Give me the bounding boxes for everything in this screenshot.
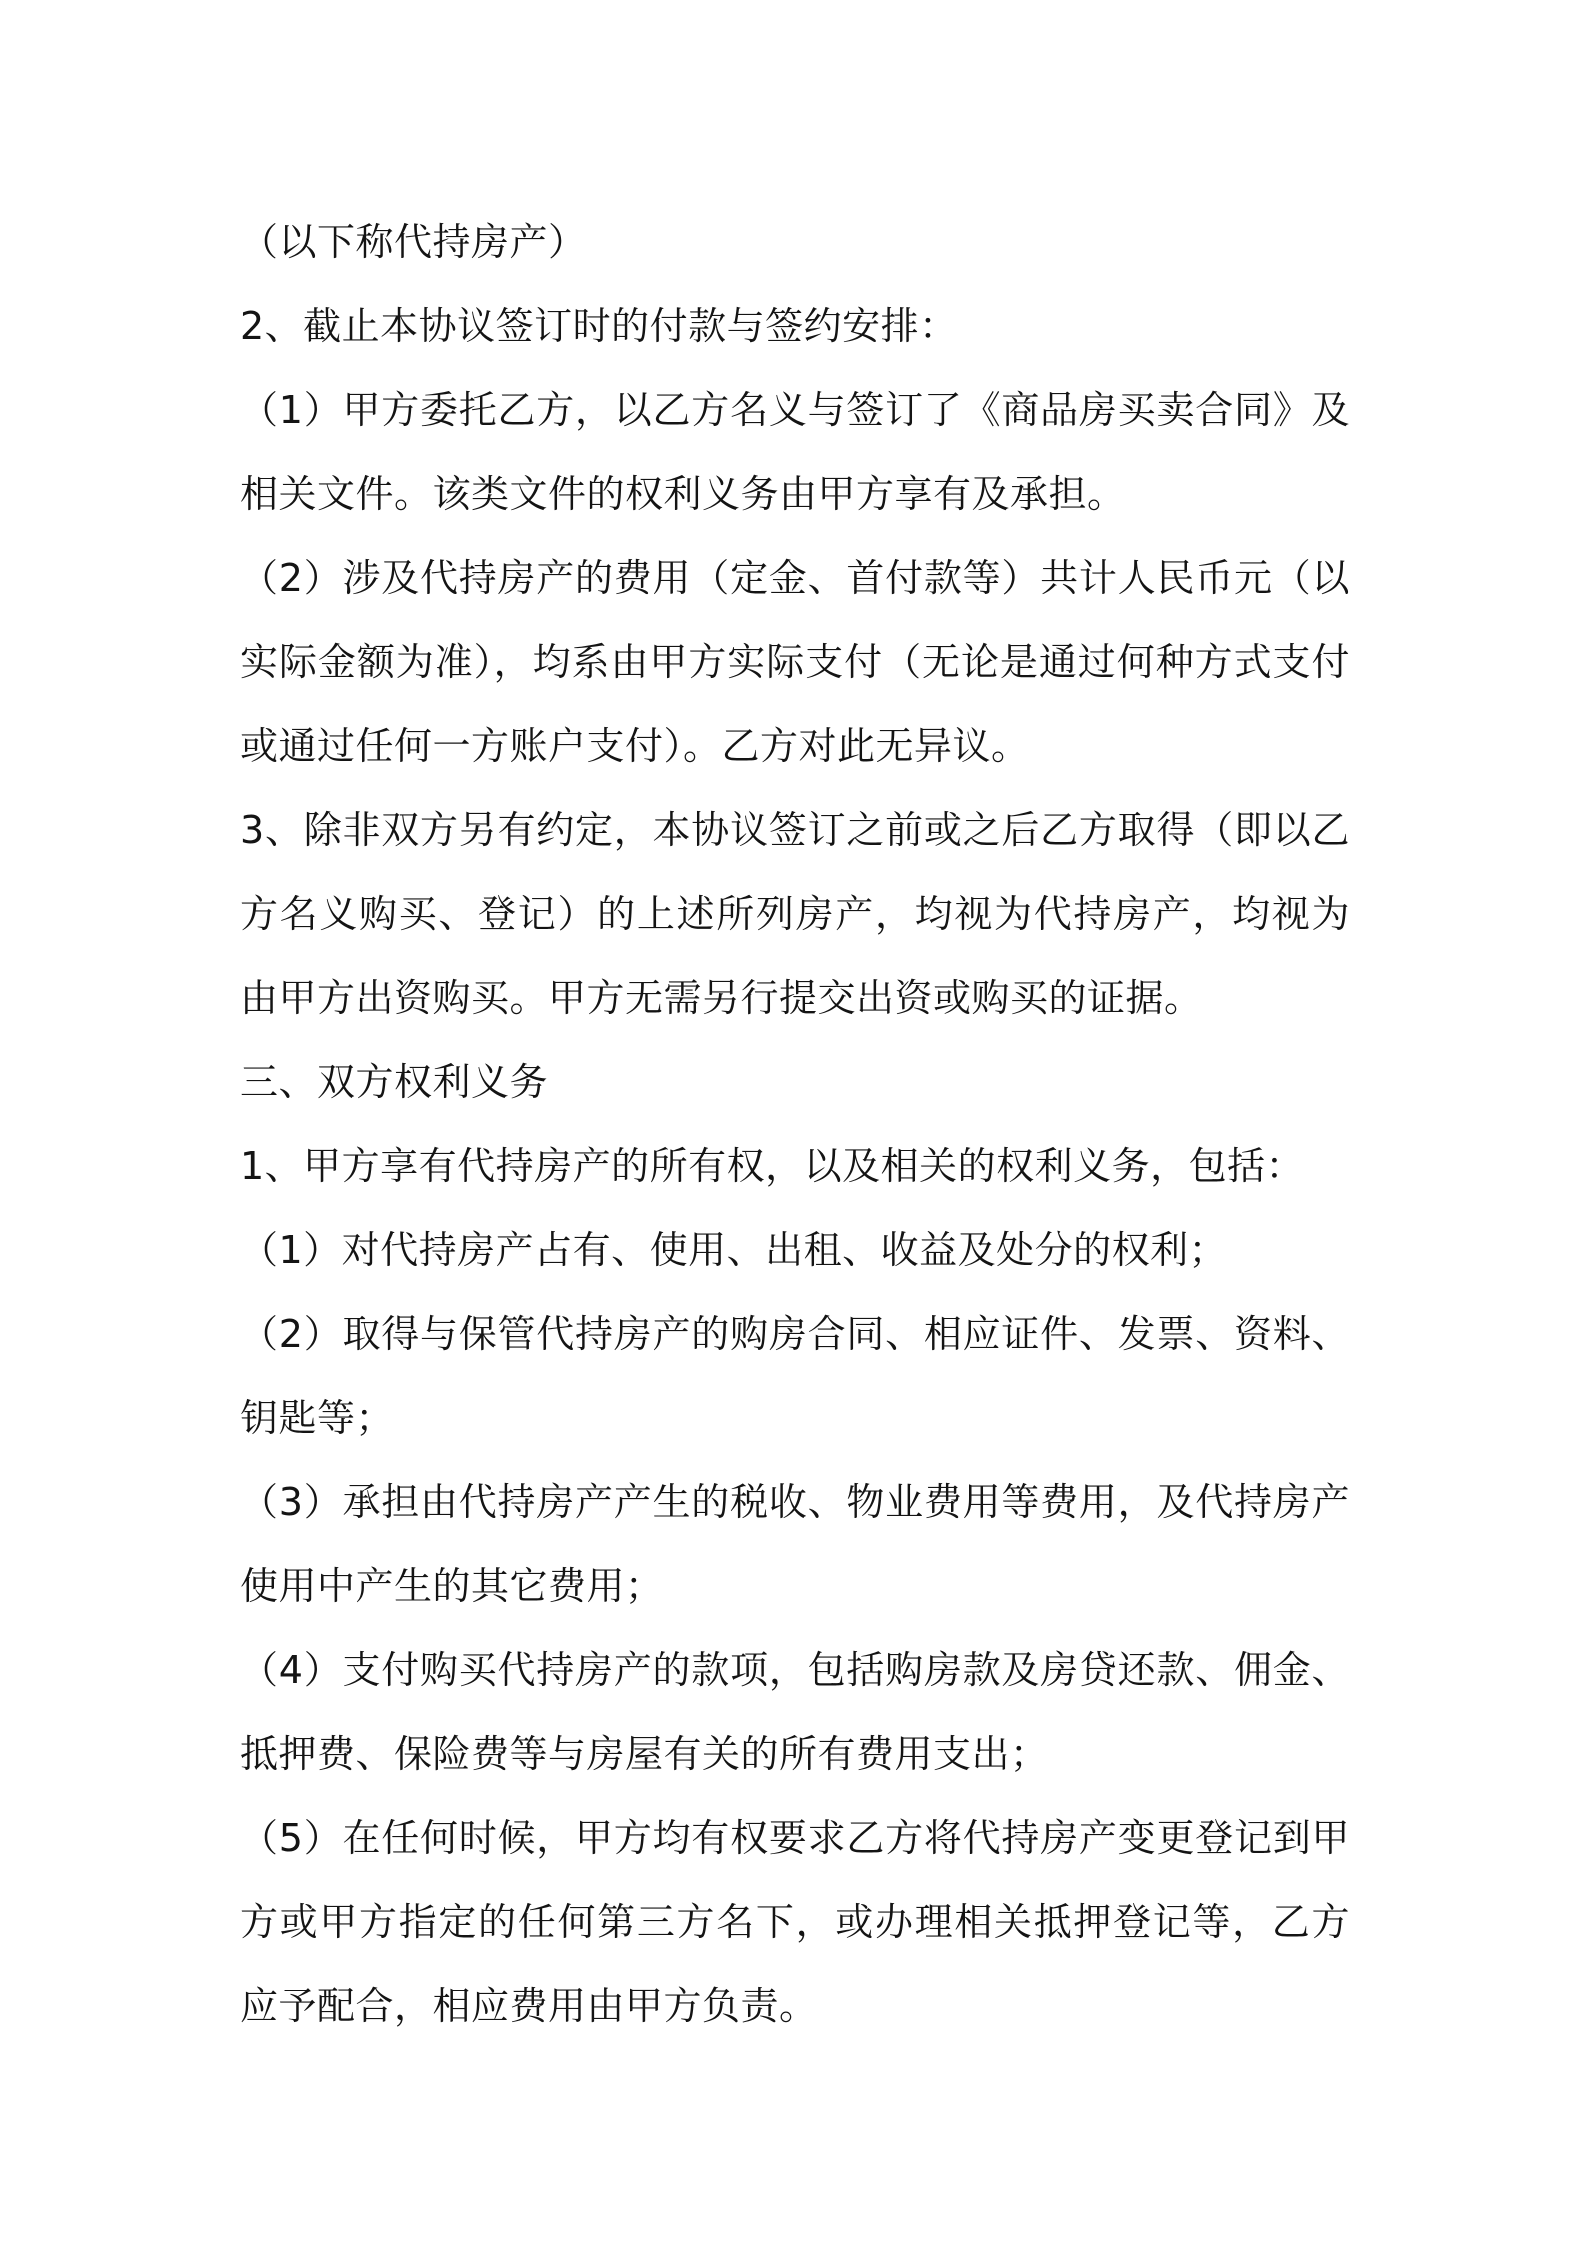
paragraph-clause-2-heading: 2、截止本协议签订时的付款与签约安排： [240,304,958,348]
paragraph-clause-2-2: （2）涉及代持房产的费用（定金、首付款等）共计人民币元（以实际金额为准），均系由甲方实际支付（无论是通过何种方式支付或通过任何一方账户支付）。乙方对此无异议。 [240,556,1350,768]
paragraph-clause-3: 3、除非双方另有约定，本协议签订之前或之后乙方取得（即以乙方名义购买、登记）的上述所列房产，均视为代持房产，均视为由甲方出资购买。甲方无需另行提交出资或购买的证据。 [240,808,1350,1020]
paragraph-clause-2-1: （1）甲方委托乙方，以乙方名义与签订了《商品房买卖合同》及相关文件。该类文件的权利义务由甲方享有及承担。 [240,388,1350,516]
document-body [240,200,1350,2048]
paragraph-rights-1-3: （3）承担由代持房产产生的税收、物业费用等费用，及代持房产使用中产生的其它费用； [240,1480,1350,1608]
paragraph-rights-1-2: （2）取得与保管代持房产的购房合同、相应证件、发票、资料、钥匙等； [240,1312,1350,1440]
paragraph-rights-1-4: （4）支付购买代持房产的款项，包括购房款及房贷还款、佣金、抵押费、保险费等与房屋有关的所有费用支出； [240,1648,1350,1776]
paragraph-rights-1-1: （1）对代持房产占有、使用、出租、收益及处分的权利； [240,1228,1228,1272]
paragraph-rights-1-heading: 1、甲方享有代持房产的所有权，以及相关的权利义务，包括： [240,1144,1305,1188]
paragraph-rights-1-5: （5）在任何时候，甲方均有权要求乙方将代持房产变更登记到甲方或甲方指定的任何第三方名下，或办理相关抵押登记等，乙方应予配合，相应费用由甲方负责。 [240,1816,1350,2028]
paragraph-property-definition: （以下称代持房产） [240,220,587,264]
section-heading-rights-obligations: 三、双方权利义务 [240,1060,549,1104]
